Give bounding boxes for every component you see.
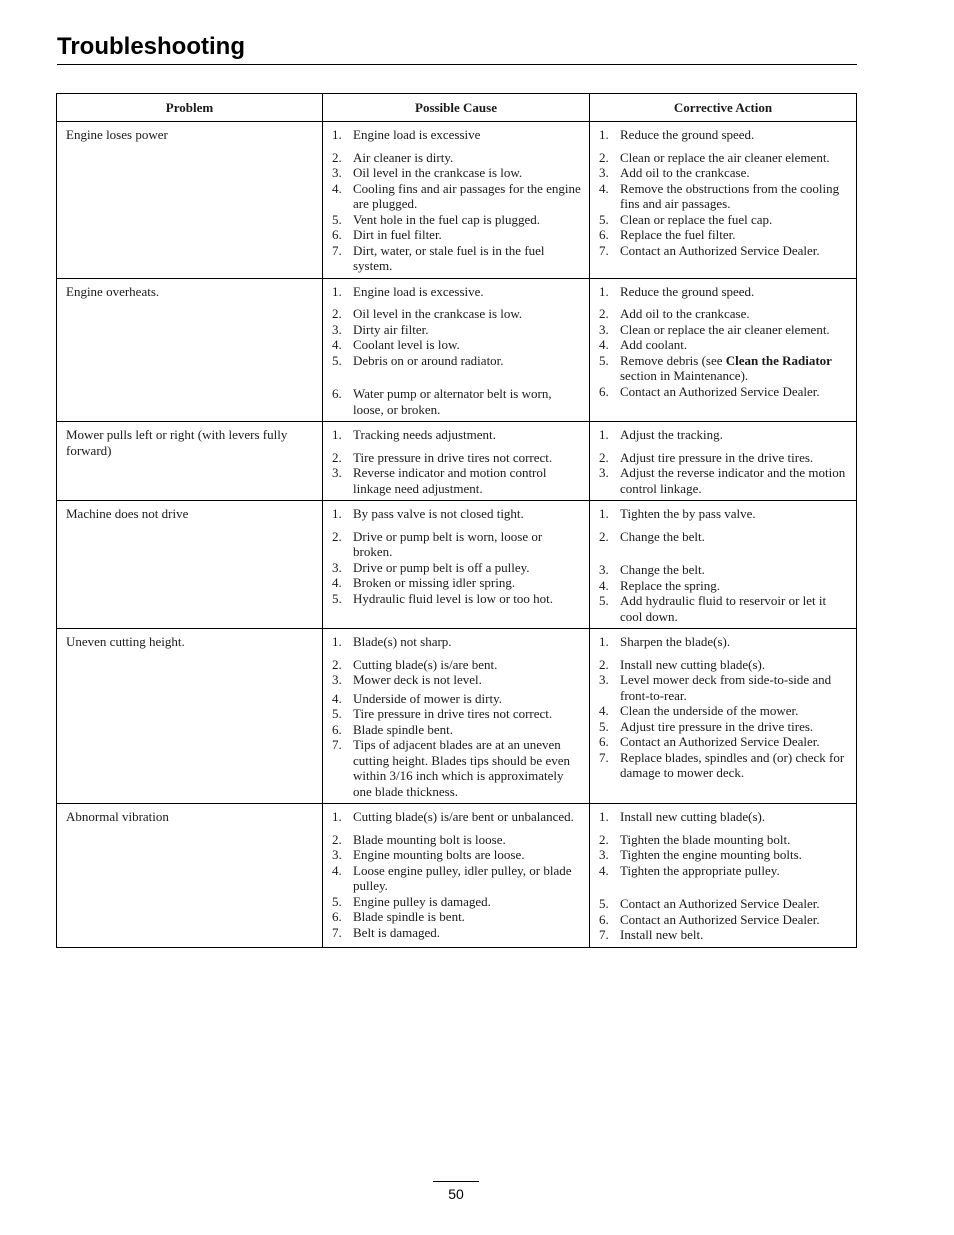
- table-row: [57, 278, 857, 422]
- list-item-text: Dirt, water, or stale fuel is in the fuel system.: [353, 242, 545, 273]
- list-item-text-part: section in Maintenance).: [620, 368, 749, 383]
- list-item-number: 3.: [599, 321, 609, 337]
- list-item: [599, 593, 850, 624]
- list-item-number: 3.: [332, 321, 342, 337]
- list-item-text: Hydraulic fluid level is low or too hot.: [353, 590, 554, 606]
- problem-cell: Mower pulls left or right (with levers fully forward): [57, 422, 323, 501]
- list-item: [332, 427, 583, 443]
- list-item-number: 4.: [599, 577, 609, 593]
- list-item: [332, 529, 583, 560]
- problem-cell: Machine does not drive: [57, 501, 323, 629]
- list-item-number: 1.: [599, 283, 609, 299]
- list-item-number: 6.: [599, 227, 609, 242]
- list-item: [599, 284, 850, 300]
- corrective-action-cell: [590, 804, 857, 948]
- list-item-number: 4.: [332, 337, 342, 352]
- possible-cause-cell: [323, 629, 590, 804]
- possible-cause-cell: [323, 804, 590, 948]
- list-item: [332, 150, 583, 166]
- list-item: [599, 912, 850, 928]
- list-item-text: Loose engine pulley, idler pulley, or blade pulley.: [353, 862, 572, 893]
- list-item: [332, 227, 583, 243]
- list-item-number: 1.: [599, 506, 609, 521]
- list-item-text: Engine mounting bolts are loose.: [353, 847, 525, 862]
- list-item: [599, 181, 850, 212]
- list-item: [599, 863, 850, 879]
- list-item: [332, 706, 583, 722]
- list-item: [332, 863, 583, 894]
- list-item-text: Tracking needs adjustment.: [353, 427, 496, 442]
- list-item-number: 1.: [332, 427, 342, 442]
- list-item-text: Adjust the tracking.: [620, 427, 723, 442]
- list-item-number: 1.: [599, 427, 609, 442]
- list-item-number: 5.: [332, 211, 342, 227]
- list-item: [332, 560, 583, 576]
- page-number: 50: [448, 1186, 464, 1202]
- list-item-text: Remove the obstructions from the cooling fins and air passages.: [620, 180, 840, 211]
- list-item: [599, 384, 850, 400]
- list-item: [332, 809, 583, 825]
- corrective-action-cell: [590, 122, 857, 279]
- list-item: [599, 750, 850, 781]
- list-item-text: Install new belt.: [620, 927, 704, 942]
- list-item: [332, 657, 583, 673]
- list-item: [332, 832, 583, 848]
- list-item: [599, 529, 850, 545]
- page-number-rule: [433, 1181, 479, 1182]
- list-item: [332, 243, 583, 274]
- list-item-number: 4.: [599, 862, 609, 878]
- list-item-number: 1.: [332, 506, 342, 521]
- corrective-action-cell: [590, 501, 857, 629]
- list-item-text: Reduce the ground speed.: [620, 283, 755, 299]
- list-item-number: 3.: [599, 847, 609, 862]
- list-item-number: 7.: [332, 737, 342, 752]
- list-item-text: Cutting blade(s) is/are bent or unbalanced.: [353, 809, 574, 824]
- list-item-text: Install new cutting blade(s).: [620, 656, 766, 672]
- list-item-number: 2.: [599, 449, 609, 465]
- list-item-number: 7.: [332, 924, 342, 940]
- list-item-text: Blade spindle bent.: [353, 721, 454, 737]
- list-item-text: Dirt in fuel filter.: [353, 227, 442, 242]
- list-item: [599, 127, 850, 143]
- list-item-number: 5.: [332, 706, 342, 721]
- problem-cell: Uneven cutting height.: [57, 629, 323, 804]
- list-item-text: Dirty air filter.: [353, 321, 429, 337]
- list-item-number: 7.: [332, 242, 342, 258]
- list-item-text: Level mower deck from side-to-side and front-to-rear.: [620, 672, 832, 703]
- list-item: [599, 450, 850, 466]
- list-item: [599, 562, 850, 578]
- list-item-number: 6.: [332, 721, 342, 737]
- page-title: Troubleshooting: [57, 33, 245, 60]
- list-item: [332, 691, 583, 707]
- list-item: [332, 722, 583, 738]
- list-item: [599, 832, 850, 848]
- list-item-text: Adjust the reverse indicator and the motion control linkage.: [620, 465, 846, 496]
- list-item: [332, 306, 583, 322]
- list-item: [332, 212, 583, 228]
- list-item-number: 2.: [599, 306, 609, 321]
- list-item: [332, 672, 583, 688]
- list-item: [599, 212, 850, 228]
- header-problem: Problem: [57, 94, 323, 122]
- list-item-number: 2.: [599, 656, 609, 672]
- list-item-text: Change the belt.: [620, 562, 705, 577]
- troubleshooting-table: [56, 93, 857, 948]
- list-item: [599, 353, 850, 384]
- possible-cause-cell: [323, 422, 590, 501]
- list-item-number: 2.: [332, 449, 342, 465]
- list-item: [599, 578, 850, 594]
- list-item-number: 5.: [332, 590, 342, 606]
- list-item-text: Blade spindle is bent.: [353, 909, 465, 924]
- list-item-text: Contact an Authorized Service Dealer.: [620, 896, 820, 911]
- list-item-number: 5.: [599, 211, 609, 227]
- list-item: [599, 427, 850, 443]
- problem-cell: Engine overheats.: [57, 278, 323, 422]
- list-item-text: Vent hole in the fuel cap is plugged.: [353, 211, 541, 227]
- list-item-number: 4.: [599, 337, 609, 352]
- list-item: [332, 925, 583, 941]
- list-item-text: Add coolant.: [620, 337, 688, 352]
- list-item-text: Tighten the blade mounting bolt.: [620, 831, 791, 847]
- list-item: [332, 575, 583, 591]
- list-item-number: 3.: [599, 465, 609, 480]
- list-item-number: 3.: [332, 672, 342, 687]
- list-item-number: 1.: [599, 634, 609, 649]
- problem-cell: Abnormal vibration: [57, 804, 323, 948]
- corrective-action-cell: [590, 278, 857, 422]
- list-item-number: 3.: [332, 559, 342, 575]
- list-item-number: 3.: [599, 165, 609, 180]
- table-row: [57, 804, 857, 948]
- list-item-number: 1.: [332, 127, 342, 142]
- list-item: [332, 127, 583, 143]
- list-item-number: 5.: [332, 352, 342, 368]
- list-item: [599, 465, 850, 496]
- list-item-text: Engine load is excessive.: [353, 283, 484, 299]
- list-item-text: Broken or missing idler spring.: [353, 575, 516, 590]
- list-item-text: Replace blades, spindles and (or) check for damage to mower deck.: [620, 749, 845, 780]
- table-body: [57, 122, 857, 948]
- list-item-text: Blade mounting bolt is loose.: [353, 831, 506, 847]
- list-item-number: 4.: [332, 690, 342, 706]
- list-item-number: 3.: [599, 562, 609, 577]
- list-item: [332, 909, 583, 925]
- section-reference: Clean the Radiator: [725, 352, 832, 368]
- header-possible-cause: Possible Cause: [323, 94, 590, 122]
- list-item: [599, 165, 850, 181]
- list-item-text: Tire pressure in drive tires not correct.: [353, 706, 553, 721]
- list-item-text: Add oil to the crankcase.: [620, 165, 750, 180]
- list-item-text: Drive or pump belt is worn, loose or broken.: [353, 528, 543, 559]
- list-item-text: Blade(s) not sharp.: [353, 634, 452, 649]
- list-item-number: 2.: [332, 149, 342, 165]
- list-item: [599, 150, 850, 166]
- item-spacer: [599, 878, 850, 896]
- list-item-number: 2.: [599, 528, 609, 544]
- list-item: [599, 322, 850, 338]
- list-item-text: Oil level in the crankcase is low.: [353, 165, 523, 180]
- list-item: [599, 703, 850, 719]
- list-item: [599, 227, 850, 243]
- list-item-text: Belt is damaged.: [353, 924, 441, 940]
- list-item: [599, 243, 850, 259]
- header-corrective-action: Corrective Action: [590, 94, 857, 122]
- list-item: [599, 719, 850, 735]
- list-item: [332, 634, 583, 650]
- list-item: [332, 506, 583, 522]
- list-item-number: 5.: [599, 352, 609, 368]
- table-row: [57, 629, 857, 804]
- item-spacer: [332, 368, 583, 386]
- list-item-text: Clean or replace the air cleaner element.: [620, 149, 830, 165]
- list-item-text: Oil level in the crankcase is low.: [353, 306, 523, 321]
- item-spacer: [599, 544, 850, 562]
- list-item-text: Drive or pump belt is off a pulley.: [353, 559, 530, 575]
- list-item-text: Replace the fuel filter.: [620, 227, 736, 242]
- list-item: [599, 809, 850, 825]
- list-item-number: 7.: [599, 242, 609, 258]
- problem-cell: Engine loses power: [57, 122, 323, 279]
- list-item-number: 3.: [332, 847, 342, 862]
- list-item: [332, 386, 583, 417]
- list-item-text: Mower deck is not level.: [353, 672, 482, 687]
- list-item-number: 5.: [599, 896, 609, 911]
- list-item-text-part: Remove debris (see: [620, 352, 726, 368]
- list-item: [332, 353, 583, 369]
- list-item-number: 1.: [332, 283, 342, 299]
- possible-cause-cell: [323, 501, 590, 629]
- corrective-action-cell: [590, 422, 857, 501]
- list-item-number: 2.: [599, 831, 609, 847]
- list-item: [599, 306, 850, 322]
- list-item: [332, 591, 583, 607]
- list-item-text: Debris on or around radiator.: [353, 352, 504, 368]
- list-item-number: 2.: [599, 149, 609, 165]
- list-item-number: 1.: [599, 809, 609, 824]
- list-item: [599, 506, 850, 522]
- corrective-action-cell: [590, 629, 857, 804]
- list-item: [599, 896, 850, 912]
- list-item-text: [620, 353, 850, 384]
- list-item-number: 5.: [599, 593, 609, 608]
- table-row: [57, 501, 857, 629]
- list-item: [332, 894, 583, 910]
- list-item-text: By pass valve is not closed tight.: [353, 506, 524, 521]
- list-item: [599, 672, 850, 703]
- list-item-number: 3.: [332, 165, 342, 180]
- list-item-text: Clean or replace the air cleaner element.: [620, 321, 830, 337]
- list-item-text: Install new cutting blade(s).: [620, 809, 766, 824]
- list-item: [332, 181, 583, 212]
- list-item: [332, 284, 583, 300]
- list-item-text: Adjust tire pressure in the drive tires.: [620, 449, 814, 465]
- list-item-text: Tips of adjacent blades are at an uneven cutting height. Blades tips should be even within 3/16 inch which is approximately one blade thickness.: [353, 737, 570, 799]
- list-item-text: Air cleaner is dirty.: [353, 149, 454, 165]
- list-item-text: Sharpen the blade(s).: [620, 634, 731, 649]
- list-item: [332, 737, 583, 799]
- list-item-number: 6.: [332, 386, 342, 401]
- list-item-number: 2.: [332, 656, 342, 672]
- list-item-text: Change the belt.: [620, 528, 705, 544]
- list-item-text: Replace the spring.: [620, 577, 720, 593]
- table-row: [57, 122, 857, 279]
- list-item-text: Reverse indicator and motion control linkage need adjustment.: [353, 465, 547, 496]
- list-item-text: Adjust tire pressure in the drive tires.: [620, 718, 814, 734]
- list-item-number: 3.: [599, 672, 609, 687]
- list-item-number: 6.: [599, 911, 609, 927]
- list-item-text: Add hydraulic fluid to reservoir or let it cool down.: [620, 593, 827, 624]
- list-item: [599, 657, 850, 673]
- list-item-text: Tighten the engine mounting bolts.: [620, 847, 802, 862]
- list-item-text: Tighten the by pass valve.: [620, 506, 756, 521]
- list-item-text: Tighten the appropriate pulley.: [620, 862, 780, 878]
- list-item-text: Add oil to the crankcase.: [620, 306, 750, 321]
- list-item-text: Water pump or alternator belt is worn, loose, or broken.: [353, 386, 552, 417]
- list-item-number: 2.: [332, 831, 342, 847]
- list-item: [599, 847, 850, 863]
- table-header-row: [57, 94, 857, 122]
- list-item-number: 6.: [332, 909, 342, 924]
- list-item-number: 4.: [332, 862, 342, 878]
- table-row: [57, 422, 857, 501]
- list-item-text: Tire pressure in drive tires not correct.: [353, 449, 553, 465]
- list-item: [332, 450, 583, 466]
- list-item-text: Clean the underside of the mower.: [620, 703, 799, 718]
- list-item-number: 3.: [332, 465, 342, 480]
- list-item-text: Contact an Authorized Service Dealer.: [620, 734, 820, 749]
- list-item-text: Clean or replace the fuel cap.: [620, 211, 773, 227]
- list-item-text: Coolant level is low.: [353, 337, 460, 352]
- list-item-number: 4.: [332, 180, 342, 196]
- list-item-text: Contact an Authorized Service Dealer.: [620, 911, 820, 927]
- list-item-text: Cutting blade(s) is/are bent.: [353, 656, 498, 672]
- list-item-number: 2.: [332, 306, 342, 321]
- list-item: [599, 337, 850, 353]
- list-item-number: 4.: [332, 575, 342, 590]
- possible-cause-cell: [323, 278, 590, 422]
- list-item-text: Contact an Authorized Service Dealer.: [620, 383, 820, 399]
- title-divider: [57, 64, 857, 65]
- list-item: [332, 465, 583, 496]
- list-item-text: Reduce the ground speed.: [620, 127, 755, 142]
- list-item-number: 1.: [332, 634, 342, 649]
- list-item-text: Contact an Authorized Service Dealer.: [620, 242, 820, 258]
- list-item: [332, 322, 583, 338]
- list-item-number: 6.: [599, 383, 609, 399]
- list-item: [332, 847, 583, 863]
- list-item-number: 1.: [332, 809, 342, 824]
- list-item-number: 1.: [599, 127, 609, 142]
- list-item-text: Cooling fins and air passages for the engine are plugged.: [353, 180, 581, 211]
- list-item-number: 6.: [332, 227, 342, 242]
- list-item-number: 7.: [599, 749, 609, 765]
- list-item: [332, 337, 583, 353]
- list-item-text: Underside of mower is dirty.: [353, 690, 502, 706]
- list-item: [332, 165, 583, 181]
- list-item-number: 7.: [599, 927, 609, 942]
- list-item-number: 5.: [599, 718, 609, 734]
- list-item-number: 6.: [599, 734, 609, 749]
- list-item-number: 4.: [599, 180, 609, 196]
- list-item-text: Engine pulley is damaged.: [353, 893, 491, 909]
- list-item-number: 5.: [332, 893, 342, 909]
- possible-cause-cell: [323, 122, 590, 279]
- list-item: [599, 734, 850, 750]
- list-item: [599, 927, 850, 943]
- list-item-number: 2.: [332, 528, 342, 544]
- list-item: [599, 634, 850, 650]
- list-item-text: Engine load is excessive: [353, 127, 481, 142]
- list-item-number: 4.: [599, 703, 609, 718]
